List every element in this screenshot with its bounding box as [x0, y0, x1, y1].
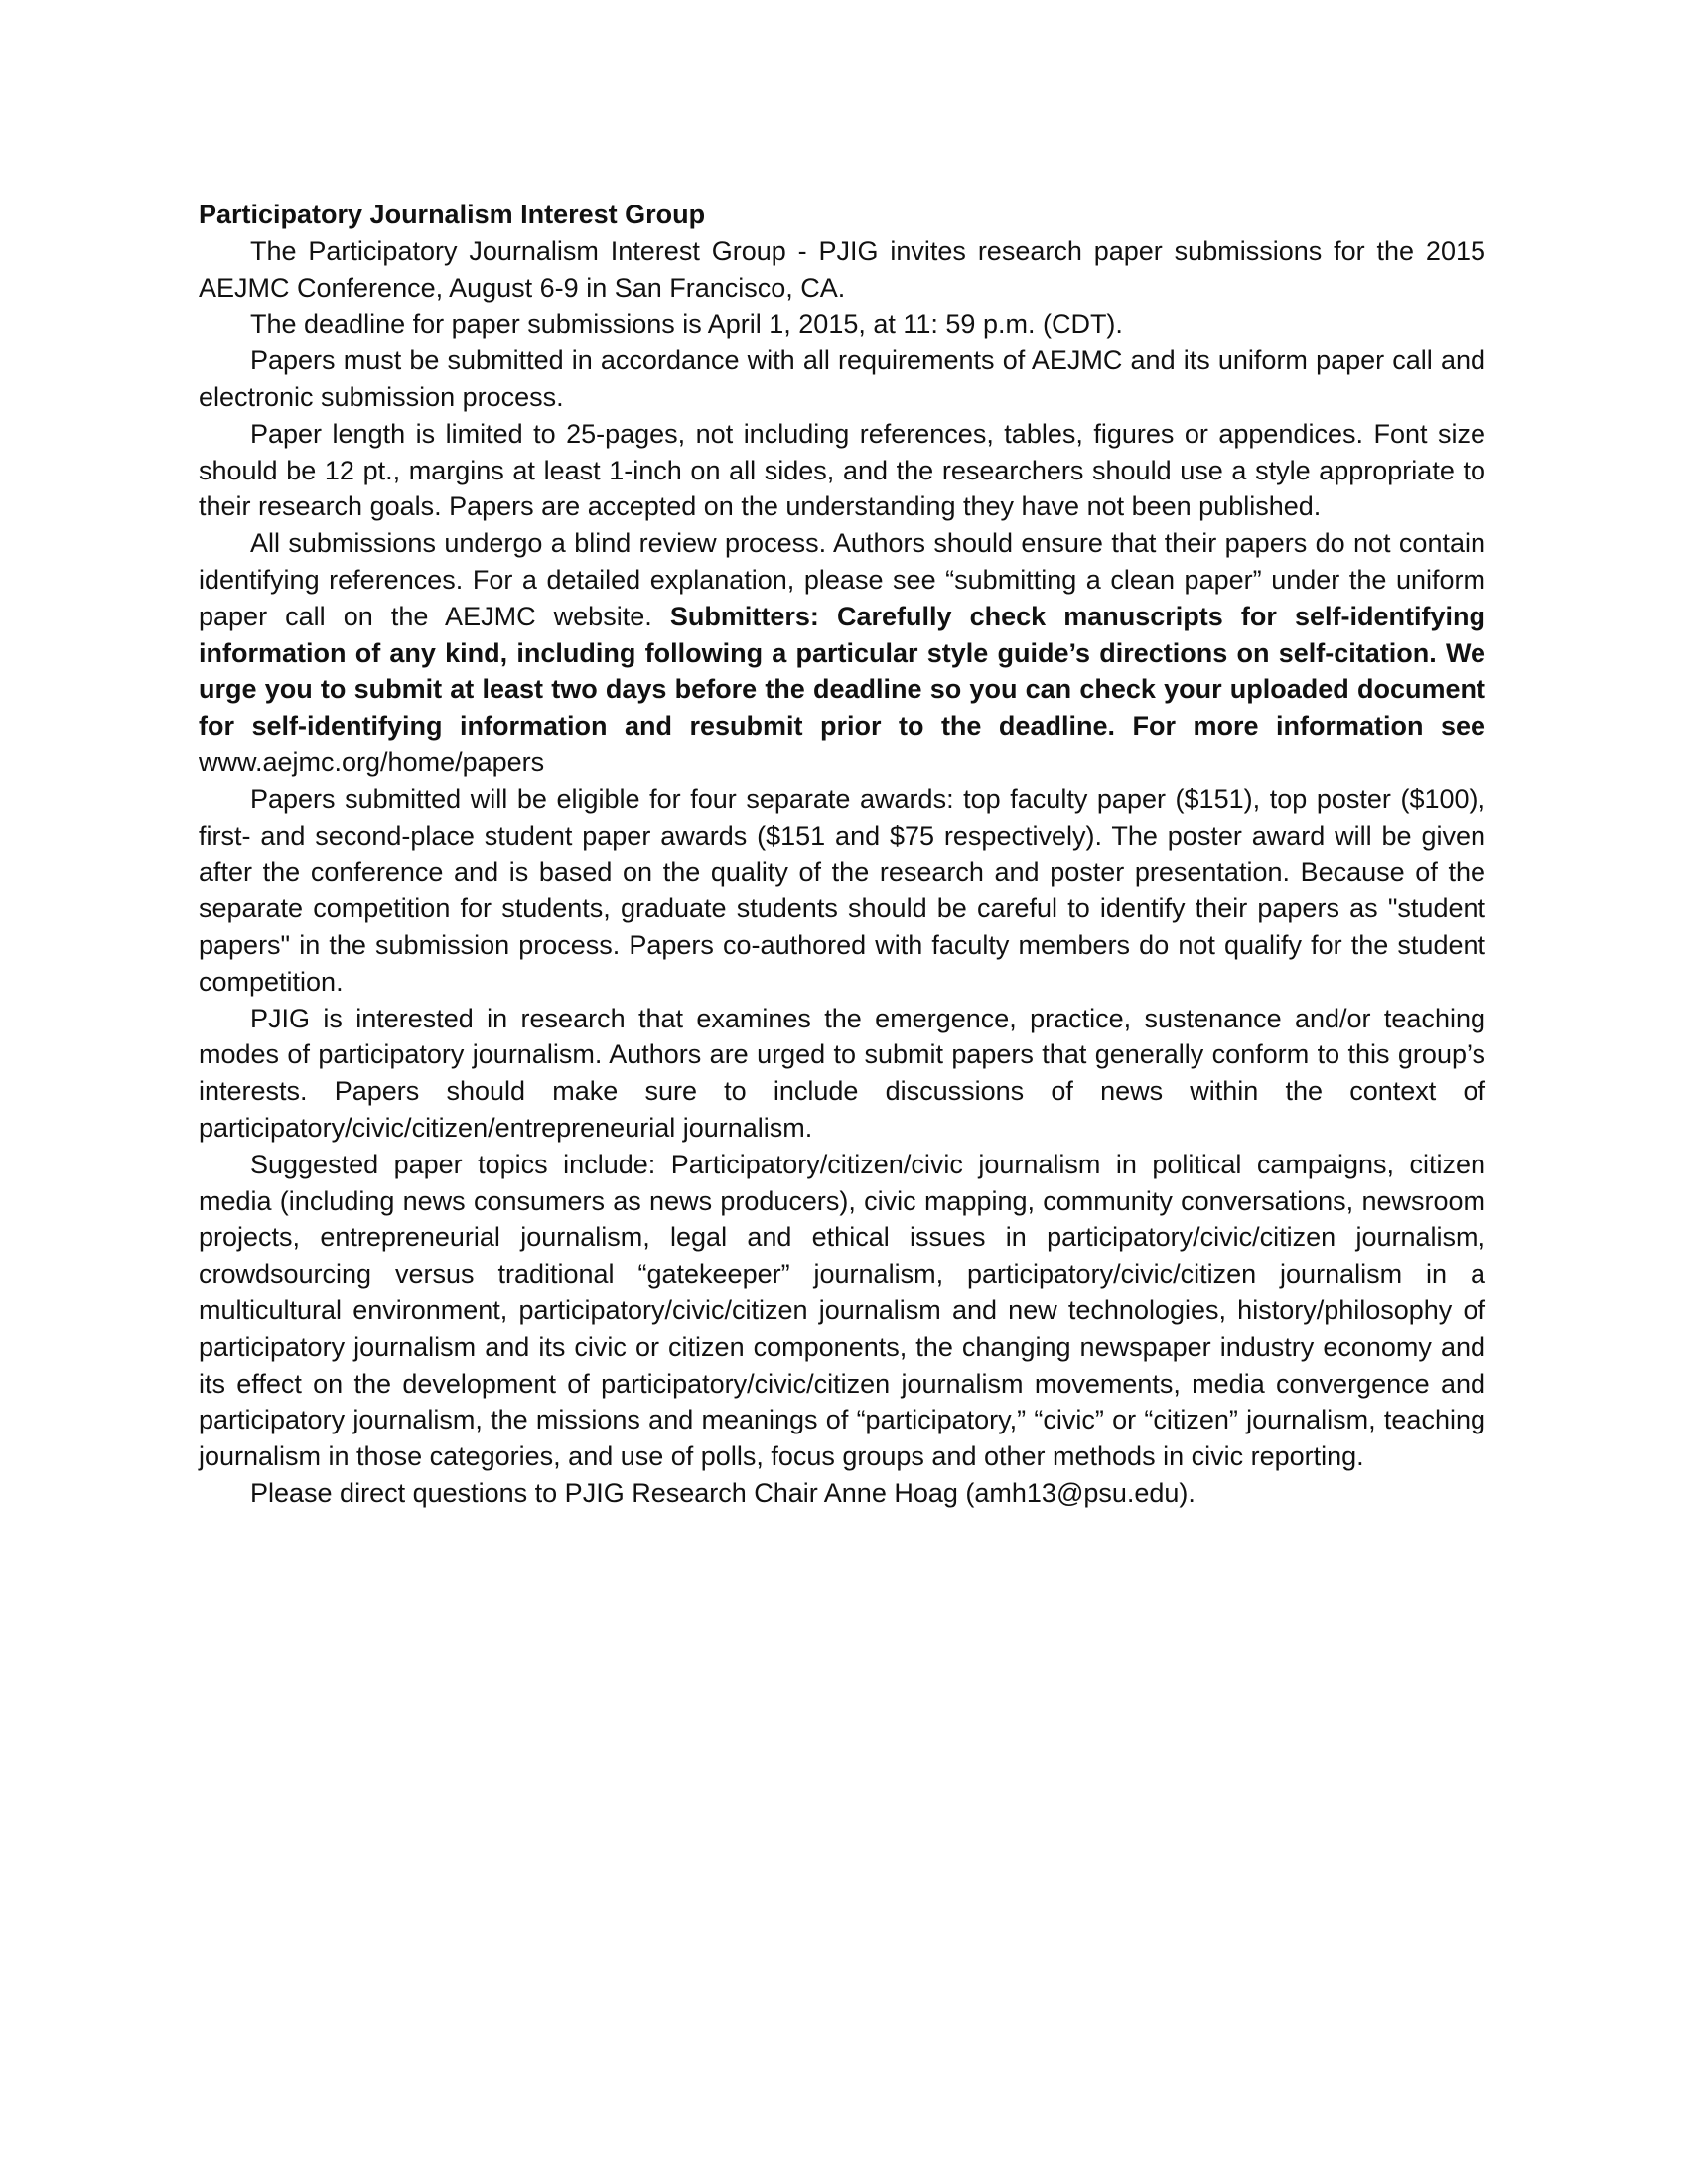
requirements-paragraph: Papers must be submitted in accordance with all requirements of AEJMC and its uniform paper call and electronic submission process. [199, 345, 1485, 412]
length-paragraph: Paper length is limited to 25-pages, not including references, tables, figures or appendices. Font size should be 12 pt., margins at least 1-inch on all sides, and the researchers should use a style appropriate to their research goals. Papers are accepted on the understanding they have not been published. [199, 418, 1485, 522]
deadline-paragraph: The deadline for paper submissions is April 1, 2015, at 11: 59 p.m. (CDT). [250, 309, 1123, 340]
review-text: All submissions undergo a blind review process. Authors should ensure that their papers do not contain identifying references. For a detailed explanation, please see “submitting a clean paper” under the uniform paper call on the AEJMC website. [199, 528, 1485, 631]
papers-link[interactable]: www.aejmc.org/home/papers [199, 747, 545, 777]
page-title: Participatory Journalism Interest Group [199, 200, 706, 229]
intro-paragraph: The Participatory Journalism Interest Group - PJIG invites research paper submissions for the 2015 AEJMC Conference, August 6-9 in San Francisco, CA. [199, 235, 1485, 303]
interests-paragraph: PJIG is interested in research that examines the emergence, practice, sustenance and/or teaching modes of participatory journalism. Authors are urged to submit papers that generally conform to this group’s interests. Papers should make sure to include discussions of news within the context of participatory/civic/citizen/entrepreneurial journalism. [199, 1003, 1485, 1143]
topics-paragraph: Suggested paper topics include: Participatory/citizen/civic journalism in political campaigns, citizen media (including news consumers as news producers), civic mapping, community conversations, newsroom projects, entrepreneurial journalism, legal and ethical issues in participatory/civic/citizen journalism, crowdsourcing versus traditional “gatekeeper” journalism, participatory/civic/citizen journalism in a multicultural environment, participatory/civic/citizen journalism and new technologies, history/philosophy of participatory journalism and its civic or citizen components, the changing newspaper industry economy and its effect on the development of participatory/civic/citizen journalism movements, media convergence and participatory journalism, the missions and meanings of “participatory,” “civic” or “citizen” journalism, teaching journalism in those categories, and use of polls, focus groups and other methods in civic reporting. [199, 1149, 1485, 1472]
document-body [199, 197, 1485, 1512]
review-paragraph [199, 525, 1485, 781]
review-warning-text: Submitters: Carefully check manuscripts for self-identifying information of any kind, including following a particular style guide’s directions on self-citation. We urge you to submit at least two days before the deadline so you can check your uploaded document for self-identifying information and resubmit prior to the deadline. For more information see [199, 601, 1486, 742]
contact-paragraph: Please direct questions to PJIG Research Chair Anne Hoag (amh13@psu.edu). [250, 1477, 1196, 1508]
awards-paragraph: Papers submitted will be eligible for four separate awards: top faculty paper ($151), top poster ($100), first- and second-place student paper awards ($151 and $75 respectively). The poster award will be given after the conference and is based on the quality of the research and poster presentation. Because of the separate competition for students, graduate students should be careful to identify their papers as "student papers" in the submission process. Papers co-authored with faculty members do not qualify for the student competition. [199, 783, 1485, 997]
